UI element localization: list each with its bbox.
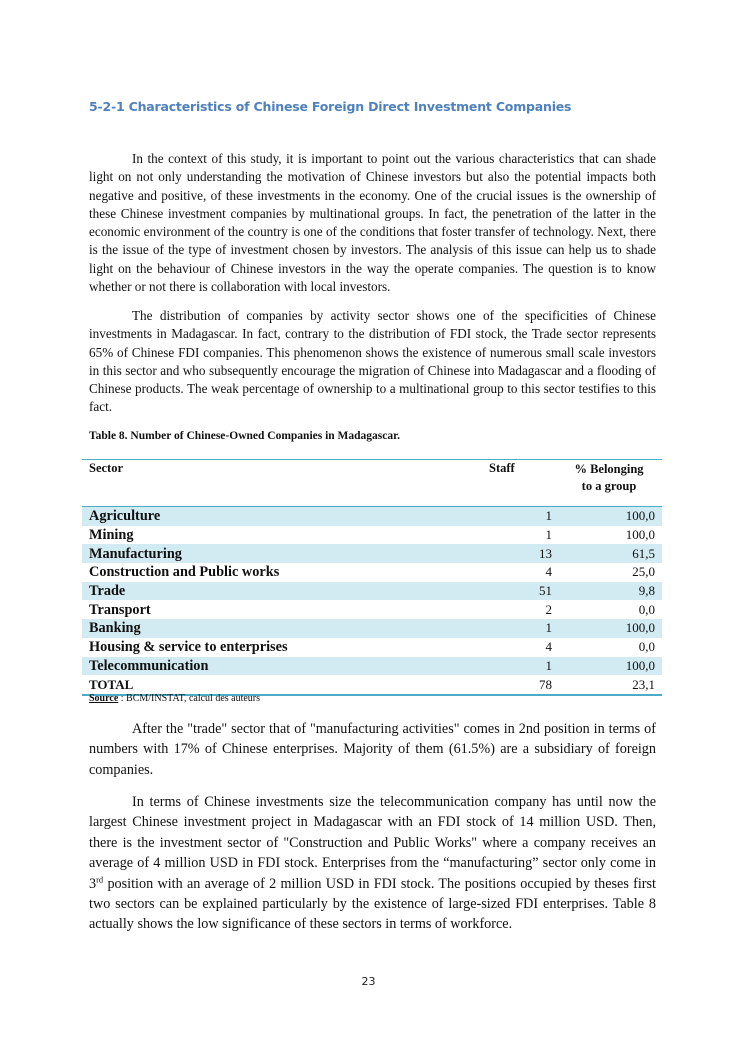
paragraph-distribution: The distribution of companies by activity sector shows one of the specificities of Chinese investments in Madagascar. In fact, contrary to the distribution of FDI stock, the Trade sector represents 65% of Chinese FDI companies. This phenomenon shows the existence of numerous small scale investors in this sector and who subsequently encourage the migration of Chinese into Madagascar and a flooding of Chinese products. The weak percentage of ownership to a multinational group to this sector testifies to this fact.	[89, 308, 656, 415]
table-row	[82, 600, 662, 619]
paragraph-manufacturing: After the "trade" sector that of "manufacturing activities" comes in 2nd position in terms of numbers with 17% of Chinese enterprises. Majority of them (61.5%) are a subsidiary of foreign companies.	[89, 721, 656, 778]
table-row	[82, 563, 662, 582]
cell-pct: 100,0	[625, 527, 655, 543]
cell-staff: 1	[489, 507, 556, 526]
table-source-note	[89, 693, 260, 704]
cell-sector: Telecommunication	[82, 657, 489, 676]
section-heading: 5-2-1 Characteristics of Chinese Foreign Direct Investment Companies	[89, 99, 572, 114]
companies-table	[82, 459, 662, 696]
cell-staff: 1	[489, 657, 556, 676]
table-row	[82, 507, 662, 526]
paragraph-investment-size	[89, 792, 656, 935]
cell-pct: 0,0	[638, 601, 655, 617]
table-row	[82, 544, 662, 563]
table-row	[82, 619, 662, 638]
cell-staff: 51	[489, 582, 556, 601]
header-pct-line2: to a group	[581, 479, 637, 493]
cell-sector: TOTAL	[89, 676, 134, 692]
p4-text-part2: position with an average of 2 million USD in FDI stock. The positions occupied by theses first two sectors can be explained particularly by the existence of large-sized FDI enterprises. Table 8 actually shows the low significance of these sectors in terms of workforce.	[89, 875, 656, 933]
cell-sector: Housing & service to enterprises	[89, 639, 288, 656]
cell-sector: Trade	[82, 582, 489, 601]
cell-pct: 25,0	[632, 564, 655, 580]
table-caption: Table 8. Number of Chinese-Owned Companies in Madagascar.	[89, 430, 401, 442]
cell-pct: 100,0	[556, 507, 662, 526]
source-text: : BCM/INSTAT, calcul des auteurs	[118, 693, 261, 704]
cell-pct: 100,0	[556, 619, 662, 638]
header-staff: Staff	[489, 461, 515, 475]
paragraph-context: In the context of this study, it is important to point out the various characteristics that can shade light on not only understanding the motivation of Chinese investors but also the potential impacts both negative and positive, of these investments in the economy. One of the crucial issues is the ownership of these Chinese investment companies by multinational groups. In fact, the penetration of the latter in the economic environment of the country is one of the conditions that foster transfer of technology. Next, there is the issue of the type of investment chosen by investors. The analysis of this issue can help us to shade light on the behaviour of Chinese investors in the way the operate companies. The question is to know whether or not there is collaboration with local investors.	[89, 151, 656, 295]
cell-pct: 61,5	[556, 544, 662, 563]
cell-sector: Agriculture	[82, 507, 489, 526]
table-row	[82, 638, 662, 657]
source-label: Source	[89, 693, 119, 704]
cell-sector: Manufacturing	[82, 544, 489, 563]
table-row	[82, 657, 662, 676]
ordinal-superscript: rd	[96, 873, 104, 884]
cell-staff: 4	[545, 564, 552, 580]
cell-staff: 1	[489, 619, 556, 638]
cell-pct: 100,0	[556, 657, 662, 676]
cell-staff: 1	[545, 527, 552, 543]
page-number	[89, 975, 656, 988]
cell-staff: 13	[489, 544, 556, 563]
cell-sector: Transport	[89, 601, 151, 618]
cell-sector: Banking	[82, 619, 489, 638]
cell-staff: 4	[545, 639, 552, 655]
header-pct-line1: % Belonging	[574, 462, 644, 476]
table-total-row	[82, 675, 662, 695]
cell-sector: Mining	[89, 527, 134, 544]
header-sector: Sector	[89, 461, 124, 475]
cell-pct: 9,8	[556, 582, 662, 601]
page-number-text: 23	[361, 975, 376, 988]
cell-pct: 23,1	[632, 676, 655, 692]
table-row	[82, 526, 662, 545]
table-row	[82, 582, 662, 601]
cell-staff: 78	[539, 676, 552, 692]
header-pct-belonging	[556, 460, 662, 507]
cell-pct: 0,0	[638, 639, 655, 655]
cell-staff: 2	[545, 601, 552, 617]
table-header-row	[82, 460, 662, 507]
p4-text-part1: In terms of Chinese investments size the telecommunication company has until now the largest Chinese investment project in Madagascar with an FDI stock of 14 million USD. Then, there is the investment sector of "Construction and Public Works" where a company receives an average of 4 million USD in FDI stock. Enterprises from the “manufacturing” sector only come in 3	[89, 794, 656, 892]
cell-sector: Construction and Public works	[89, 564, 280, 581]
